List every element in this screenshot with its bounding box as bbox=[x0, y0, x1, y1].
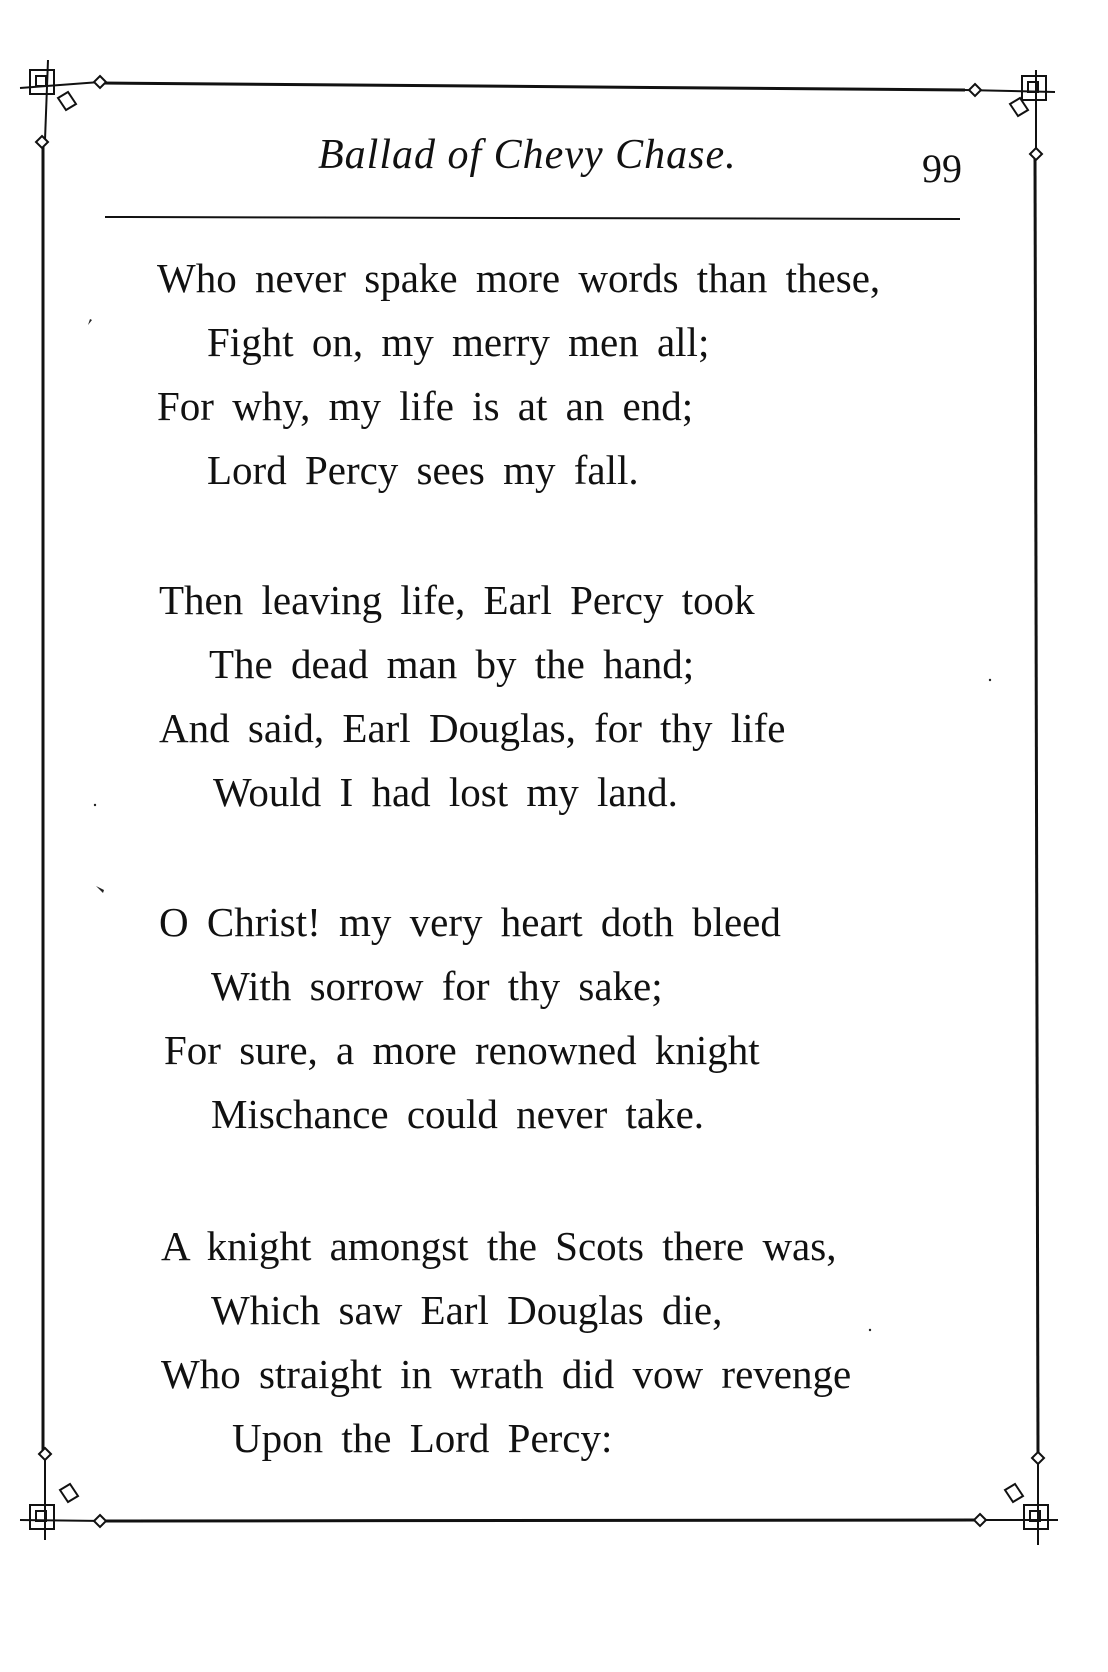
verse-line: Lord Percy sees my fall. bbox=[207, 447, 639, 493]
border-right-line bbox=[1035, 155, 1038, 1455]
verse-line: Would I had lost my land. bbox=[213, 769, 678, 815]
verse-line: Who never spake more words than these, bbox=[157, 255, 881, 301]
verse-line: Fight on, my merry men all; bbox=[207, 319, 710, 365]
verse-line: Upon the Lord Percy: bbox=[232, 1415, 613, 1461]
corner-ornament-top-right-icon bbox=[965, 70, 1055, 160]
corner-ornament-top-left-icon bbox=[20, 60, 106, 148]
verse-line: For sure, a more renowned knight bbox=[164, 1027, 760, 1073]
verse-line: Then leaving life, Earl Percy took bbox=[159, 577, 755, 623]
verse-line: A knight amongst the Scots there was, bbox=[161, 1223, 837, 1269]
corner-ornament-bottom-right-icon bbox=[974, 1452, 1058, 1545]
verse-line: With sorrow for thy sake; bbox=[211, 963, 663, 1009]
verse-line: For why, my life is at an end; bbox=[157, 383, 694, 429]
verse-line: And said, Earl Douglas, for thy life bbox=[159, 705, 786, 751]
verse-line: Who straight in wrath did vow revenge bbox=[161, 1351, 852, 1397]
verse-line: Which saw Earl Douglas die, bbox=[211, 1287, 723, 1333]
border-bottom-line bbox=[100, 1520, 975, 1521]
running-title: Ballad of Chevy Chase. bbox=[318, 132, 737, 178]
border-top-line bbox=[100, 83, 965, 90]
corner-ornament-bottom-left-icon bbox=[20, 1448, 106, 1540]
verse-line: Mischance could never take. bbox=[211, 1091, 705, 1137]
header-rule bbox=[105, 217, 960, 219]
verse-line: O Christ! my very heart doth bleed bbox=[159, 899, 781, 945]
page-number: 99 bbox=[922, 146, 962, 191]
verse-line: The dead man by the hand; bbox=[209, 641, 695, 687]
